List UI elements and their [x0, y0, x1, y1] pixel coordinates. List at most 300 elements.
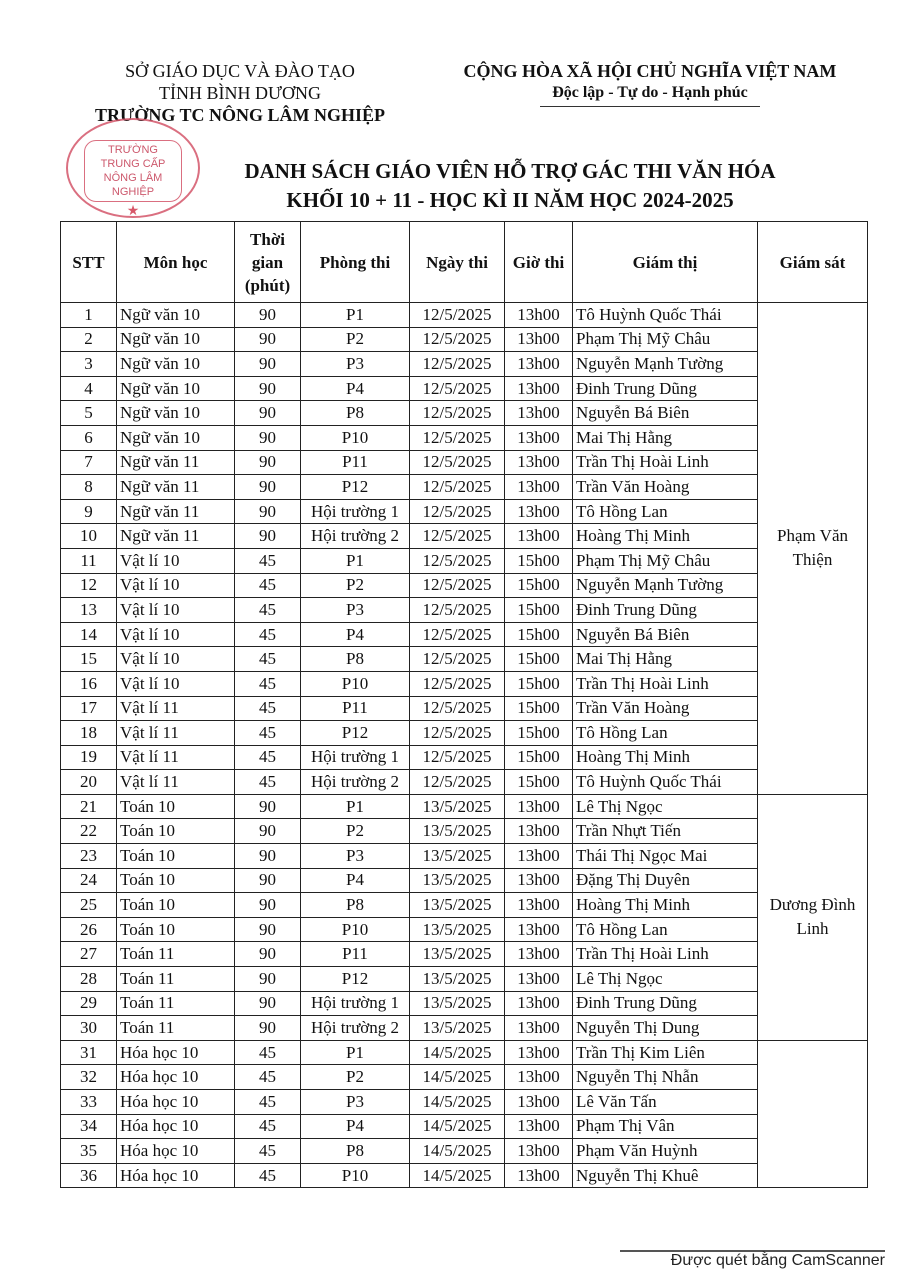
cell-room: P10	[301, 425, 410, 450]
cell-date: 13/5/2025	[410, 868, 505, 893]
table-row	[61, 425, 868, 450]
cell-time: 13h00	[505, 991, 573, 1016]
cell-subject: Ngữ văn 11	[117, 499, 235, 524]
table-row	[61, 450, 868, 475]
cell-proctor: Đinh Trung Dũng	[573, 991, 758, 1016]
cell-subject: Hóa học 10	[117, 1114, 235, 1139]
cell-duration: 90	[235, 524, 301, 549]
cell-stt: 7	[61, 450, 117, 475]
cell-subject: Ngữ văn 11	[117, 475, 235, 500]
table-row	[61, 1163, 868, 1188]
cell-room: Hội trường 2	[301, 1016, 410, 1041]
cell-duration: 90	[235, 475, 301, 500]
cell-stt: 1	[61, 303, 117, 328]
table-row	[61, 794, 868, 819]
cell-stt: 21	[61, 794, 117, 819]
cell-proctor: Đặng Thị Duyên	[573, 868, 758, 893]
cell-room: P4	[301, 376, 410, 401]
cell-proctor: Hoàng Thị Minh	[573, 524, 758, 549]
cell-time: 15h00	[505, 770, 573, 795]
cell-stt: 30	[61, 1016, 117, 1041]
scanner-watermark: Được quét bằng CamScanner	[670, 1252, 885, 1269]
cell-room: P12	[301, 475, 410, 500]
cell-stt: 11	[61, 548, 117, 573]
cell-subject: Ngữ văn 10	[117, 327, 235, 352]
table-row	[61, 499, 868, 524]
cell-subject: Ngữ văn 10	[117, 352, 235, 377]
cell-stt: 23	[61, 844, 117, 869]
cell-time: 13h00	[505, 794, 573, 819]
cell-subject: Vật lí 11	[117, 721, 235, 746]
cell-stt: 31	[61, 1040, 117, 1065]
cell-duration: 45	[235, 696, 301, 721]
cell-duration: 45	[235, 622, 301, 647]
cell-duration: 45	[235, 721, 301, 746]
cell-room: P8	[301, 893, 410, 918]
cell-date: 13/5/2025	[410, 967, 505, 992]
cell-date: 12/5/2025	[410, 327, 505, 352]
cell-date: 12/5/2025	[410, 671, 505, 696]
cell-stt: 18	[61, 721, 117, 746]
cell-date: 13/5/2025	[410, 819, 505, 844]
seal-line-2: TRUNG CẤP	[100, 158, 166, 170]
cell-time: 15h00	[505, 671, 573, 696]
table-row	[61, 671, 868, 696]
cell-room: Hội trường 2	[301, 770, 410, 795]
province-name: TỈNH BÌNH DƯƠNG	[159, 83, 321, 103]
table-row	[61, 991, 868, 1016]
cell-proctor: Nguyễn Mạnh Tường	[573, 573, 758, 598]
cell-date: 14/5/2025	[410, 1114, 505, 1139]
cell-duration: 45	[235, 573, 301, 598]
cell-proctor: Trần Nhựt Tiến	[573, 819, 758, 844]
cell-date: 12/5/2025	[410, 524, 505, 549]
cell-duration: 90	[235, 917, 301, 942]
cell-room: P1	[301, 1040, 410, 1065]
cell-proctor: Phạm Thị Vân	[573, 1114, 758, 1139]
cell-date: 14/5/2025	[410, 1065, 505, 1090]
cell-subject: Vật lí 10	[117, 573, 235, 598]
cell-time: 15h00	[505, 696, 573, 721]
cell-room: P2	[301, 819, 410, 844]
cell-stt: 12	[61, 573, 117, 598]
cell-time: 13h00	[505, 425, 573, 450]
national-header	[430, 60, 870, 107]
cell-subject: Ngữ văn 10	[117, 425, 235, 450]
cell-time: 13h00	[505, 1065, 573, 1090]
cell-proctor: Tô Huỳnh Quốc Thái	[573, 303, 758, 328]
cell-proctor: Tô Hồng Lan	[573, 499, 758, 524]
table-row	[61, 696, 868, 721]
cell-room: P2	[301, 327, 410, 352]
cell-stt: 10	[61, 524, 117, 549]
cell-stt: 34	[61, 1114, 117, 1139]
cell-duration: 45	[235, 647, 301, 672]
cell-room: P1	[301, 794, 410, 819]
cell-proctor: Thái Thị Ngọc Mai	[573, 844, 758, 869]
cell-duration: 90	[235, 942, 301, 967]
table-row	[61, 352, 868, 377]
cell-subject: Vật lí 10	[117, 548, 235, 573]
cell-date: 12/5/2025	[410, 499, 505, 524]
national-motto: Độc lập - Tự do - Hạnh phúc	[552, 84, 748, 101]
cell-room: P12	[301, 721, 410, 746]
header-room: Phòng thi	[301, 222, 410, 303]
cell-time: 13h00	[505, 1040, 573, 1065]
table-row	[61, 942, 868, 967]
cell-duration: 45	[235, 598, 301, 623]
country-name: CỘNG HÒA XÃ HỘI CHỦ NGHĨA VIỆT NAM	[463, 61, 837, 81]
cell-time: 13h00	[505, 1090, 573, 1115]
cell-proctor: Nguyễn Bá Biên	[573, 401, 758, 426]
table-row	[61, 967, 868, 992]
table-row	[61, 548, 868, 573]
cell-room: P1	[301, 548, 410, 573]
cell-time: 13h00	[505, 303, 573, 328]
cell-time: 13h00	[505, 401, 573, 426]
cell-room: P8	[301, 647, 410, 672]
school-name: TRƯỜNG TC NÔNG LÂM NGHIỆP	[94, 105, 385, 125]
table-row	[61, 1090, 868, 1115]
table-row	[61, 745, 868, 770]
cell-date: 13/5/2025	[410, 893, 505, 918]
cell-duration: 90	[235, 450, 301, 475]
cell-stt: 17	[61, 696, 117, 721]
cell-date: 12/5/2025	[410, 450, 505, 475]
cell-time: 13h00	[505, 942, 573, 967]
cell-duration: 90	[235, 991, 301, 1016]
cell-date: 14/5/2025	[410, 1040, 505, 1065]
cell-stt: 15	[61, 647, 117, 672]
cell-date: 13/5/2025	[410, 991, 505, 1016]
cell-time: 15h00	[505, 573, 573, 598]
header-duration: Thời gian (phút)	[235, 222, 301, 303]
cell-date: 13/5/2025	[410, 1016, 505, 1041]
cell-subject: Ngữ văn 10	[117, 303, 235, 328]
cell-proctor: Lê Thị Ngọc	[573, 794, 758, 819]
department-name: SỞ GIÁO DỤC VÀ ĐÀO TẠO	[125, 61, 355, 81]
cell-proctor: Trần Thị Hoài Linh	[573, 671, 758, 696]
cell-time: 13h00	[505, 819, 573, 844]
cell-proctor: Nguyễn Bá Biên	[573, 622, 758, 647]
cell-date: 13/5/2025	[410, 942, 505, 967]
cell-subject: Ngữ văn 10	[117, 376, 235, 401]
cell-subject: Hóa học 10	[117, 1090, 235, 1115]
cell-stt: 29	[61, 991, 117, 1016]
cell-subject: Hóa học 10	[117, 1040, 235, 1065]
cell-subject: Toán 10	[117, 893, 235, 918]
cell-subject: Ngữ văn 11	[117, 524, 235, 549]
cell-room: P10	[301, 671, 410, 696]
cell-duration: 45	[235, 1114, 301, 1139]
cell-room: P1	[301, 303, 410, 328]
table-row	[61, 917, 868, 942]
cell-duration: 90	[235, 425, 301, 450]
cell-time: 13h00	[505, 868, 573, 893]
cell-proctor: Hoàng Thị Minh	[573, 893, 758, 918]
cell-proctor: Phạm Văn Huỳnh	[573, 1139, 758, 1164]
cell-date: 12/5/2025	[410, 352, 505, 377]
cell-room: P12	[301, 967, 410, 992]
seal-line-3: NÔNG LÂM NGHIỆP	[103, 172, 163, 198]
cell-proctor: Nguyễn Thị Dung	[573, 1016, 758, 1041]
cell-time: 13h00	[505, 450, 573, 475]
table-row	[61, 622, 868, 647]
cell-date: 12/5/2025	[410, 696, 505, 721]
cell-subject: Toán 11	[117, 1016, 235, 1041]
cell-subject: Ngữ văn 11	[117, 450, 235, 475]
title-line-1: DANH SÁCH GIÁO VIÊN HỖ TRỢ GÁC THI VĂN HÓA	[244, 159, 776, 183]
cell-proctor: Nguyễn Thị Nhẫn	[573, 1065, 758, 1090]
cell-duration: 90	[235, 967, 301, 992]
document-title	[160, 157, 860, 215]
cell-date: 12/5/2025	[410, 548, 505, 573]
table-row	[61, 303, 868, 328]
header-subject: Môn học	[117, 222, 235, 303]
table-row	[61, 1040, 868, 1065]
cell-proctor: Mai Thị Hằng	[573, 647, 758, 672]
cell-subject: Toán 10	[117, 917, 235, 942]
cell-date: 13/5/2025	[410, 844, 505, 869]
cell-subject: Toán 11	[117, 967, 235, 992]
cell-room: P4	[301, 868, 410, 893]
cell-proctor: Nguyễn Mạnh Tường	[573, 352, 758, 377]
cell-time: 13h00	[505, 844, 573, 869]
cell-subject: Vật lí 11	[117, 745, 235, 770]
cell-duration: 45	[235, 548, 301, 573]
cell-room: P8	[301, 1139, 410, 1164]
cell-duration: 45	[235, 1139, 301, 1164]
cell-stt: 2	[61, 327, 117, 352]
cell-stt: 9	[61, 499, 117, 524]
cell-room: P11	[301, 450, 410, 475]
cell-stt: 32	[61, 1065, 117, 1090]
cell-room: Hội trường 1	[301, 745, 410, 770]
table-row	[61, 770, 868, 795]
cell-time: 15h00	[505, 721, 573, 746]
cell-stt: 36	[61, 1163, 117, 1188]
cell-stt: 4	[61, 376, 117, 401]
header-stt: STT	[61, 222, 117, 303]
cell-time: 13h00	[505, 893, 573, 918]
cell-duration: 45	[235, 1090, 301, 1115]
cell-proctor: Trần Thị Hoài Linh	[573, 942, 758, 967]
cell-proctor: Trần Thị Hoài Linh	[573, 450, 758, 475]
cell-time: 13h00	[505, 917, 573, 942]
cell-stt: 25	[61, 893, 117, 918]
table-row	[61, 844, 868, 869]
cell-stt: 16	[61, 671, 117, 696]
cell-date: 12/5/2025	[410, 475, 505, 500]
cell-stt: 33	[61, 1090, 117, 1115]
cell-stt: 6	[61, 425, 117, 450]
cell-stt: 22	[61, 819, 117, 844]
cell-duration: 90	[235, 352, 301, 377]
cell-stt: 24	[61, 868, 117, 893]
seal-star-icon: ★	[126, 202, 140, 218]
cell-stt: 27	[61, 942, 117, 967]
cell-date: 12/5/2025	[410, 647, 505, 672]
cell-date: 12/5/2025	[410, 770, 505, 795]
cell-room: Hội trường 1	[301, 991, 410, 1016]
proctor-table	[60, 221, 868, 1188]
cell-stt: 5	[61, 401, 117, 426]
table-row	[61, 524, 868, 549]
cell-duration: 90	[235, 794, 301, 819]
cell-duration: 90	[235, 499, 301, 524]
cell-stt: 3	[61, 352, 117, 377]
table-header-row	[61, 222, 868, 303]
cell-subject: Vật lí 11	[117, 696, 235, 721]
cell-proctor: Mai Thị Hằng	[573, 425, 758, 450]
cell-subject: Toán 11	[117, 991, 235, 1016]
cell-subject: Vật lí 10	[117, 671, 235, 696]
cell-subject: Vật lí 10	[117, 598, 235, 623]
cell-date: 12/5/2025	[410, 745, 505, 770]
cell-room: P4	[301, 622, 410, 647]
motto-underline	[540, 106, 760, 107]
cell-subject: Toán 10	[117, 844, 235, 869]
cell-proctor: Đinh Trung Dũng	[573, 598, 758, 623]
cell-time: 13h00	[505, 967, 573, 992]
cell-room: Hội trường 2	[301, 524, 410, 549]
cell-duration: 45	[235, 745, 301, 770]
cell-date: 14/5/2025	[410, 1163, 505, 1188]
cell-date: 12/5/2025	[410, 721, 505, 746]
cell-room: P4	[301, 1114, 410, 1139]
cell-date: 12/5/2025	[410, 573, 505, 598]
cell-time: 13h00	[505, 376, 573, 401]
cell-subject: Vật lí 10	[117, 647, 235, 672]
cell-duration: 90	[235, 868, 301, 893]
cell-proctor: Lê Thị Ngọc	[573, 967, 758, 992]
table-row	[61, 721, 868, 746]
cell-duration: 45	[235, 1065, 301, 1090]
cell-duration: 90	[235, 376, 301, 401]
cell-date: 12/5/2025	[410, 598, 505, 623]
header-supervisor: Giám sát	[758, 222, 868, 303]
cell-stt: 13	[61, 598, 117, 623]
cell-time: 15h00	[505, 647, 573, 672]
cell-date: 12/5/2025	[410, 376, 505, 401]
cell-subject: Toán 10	[117, 868, 235, 893]
cell-proctor: Trần Văn Hoàng	[573, 696, 758, 721]
cell-proctor: Trần Thị Kim Liên	[573, 1040, 758, 1065]
title-line-2: KHỐI 10 + 11 - HỌC KÌ II NĂM HỌC 2024-2025	[286, 188, 734, 212]
cell-room: P10	[301, 917, 410, 942]
table-row	[61, 1016, 868, 1041]
cell-stt: 28	[61, 967, 117, 992]
cell-subject: Toán 10	[117, 819, 235, 844]
cell-subject: Vật lí 10	[117, 622, 235, 647]
cell-time: 15h00	[505, 598, 573, 623]
cell-duration: 45	[235, 1040, 301, 1065]
cell-time: 13h00	[505, 499, 573, 524]
table-row	[61, 1139, 868, 1164]
cell-supervisor	[758, 1040, 868, 1188]
cell-time: 13h00	[505, 475, 573, 500]
cell-subject: Toán 10	[117, 794, 235, 819]
cell-duration: 90	[235, 327, 301, 352]
cell-proctor: Trần Văn Hoàng	[573, 475, 758, 500]
cell-subject: Toán 11	[117, 942, 235, 967]
table-row	[61, 327, 868, 352]
cell-time: 13h00	[505, 524, 573, 549]
cell-room: P11	[301, 942, 410, 967]
table-row	[61, 475, 868, 500]
cell-duration: 90	[235, 844, 301, 869]
cell-proctor: Tô Huỳnh Quốc Thái	[573, 770, 758, 795]
cell-date: 14/5/2025	[410, 1139, 505, 1164]
cell-room: P11	[301, 696, 410, 721]
cell-stt: 14	[61, 622, 117, 647]
cell-time: 13h00	[505, 1114, 573, 1139]
table-row	[61, 819, 868, 844]
cell-duration: 90	[235, 819, 301, 844]
cell-date: 12/5/2025	[410, 622, 505, 647]
cell-date: 14/5/2025	[410, 1090, 505, 1115]
cell-proctor: Lê Văn Tấn	[573, 1090, 758, 1115]
cell-proctor: Tô Hồng Lan	[573, 917, 758, 942]
issuing-authority	[60, 60, 420, 126]
cell-duration: 45	[235, 671, 301, 696]
cell-subject: Hóa học 10	[117, 1163, 235, 1188]
cell-stt: 8	[61, 475, 117, 500]
table-row	[61, 401, 868, 426]
cell-subject: Hóa học 10	[117, 1139, 235, 1164]
cell-date: 13/5/2025	[410, 794, 505, 819]
cell-duration: 90	[235, 893, 301, 918]
cell-stt: 26	[61, 917, 117, 942]
cell-subject: Vật lí 11	[117, 770, 235, 795]
cell-proctor: Phạm Thị Mỹ Châu	[573, 548, 758, 573]
cell-time: 13h00	[505, 1163, 573, 1188]
cell-supervisor: Dương Đình Linh	[758, 794, 868, 1040]
cell-proctor: Hoàng Thị Minh	[573, 745, 758, 770]
cell-date: 12/5/2025	[410, 425, 505, 450]
cell-time: 13h00	[505, 1016, 573, 1041]
cell-room: P2	[301, 1065, 410, 1090]
cell-room: P3	[301, 598, 410, 623]
cell-duration: 45	[235, 770, 301, 795]
seal-line-1: TRƯỜNG	[108, 144, 158, 156]
cell-time: 15h00	[505, 548, 573, 573]
cell-stt: 35	[61, 1139, 117, 1164]
table-row	[61, 598, 868, 623]
cell-duration: 45	[235, 1163, 301, 1188]
cell-subject: Ngữ văn 10	[117, 401, 235, 426]
cell-duration: 90	[235, 401, 301, 426]
cell-duration: 90	[235, 303, 301, 328]
cell-room: P3	[301, 1090, 410, 1115]
cell-proctor: Nguyễn Thị Khuê	[573, 1163, 758, 1188]
cell-room: P3	[301, 352, 410, 377]
header-date: Ngày thi	[410, 222, 505, 303]
cell-proctor: Phạm Thị Mỹ Châu	[573, 327, 758, 352]
cell-room: P2	[301, 573, 410, 598]
cell-date: 12/5/2025	[410, 303, 505, 328]
cell-room: P3	[301, 844, 410, 869]
cell-time: 15h00	[505, 745, 573, 770]
header-time: Giờ thi	[505, 222, 573, 303]
cell-stt: 20	[61, 770, 117, 795]
cell-proctor: Tô Hồng Lan	[573, 721, 758, 746]
table-row	[61, 893, 868, 918]
table-row	[61, 573, 868, 598]
cell-proctor: Đinh Trung Dũng	[573, 376, 758, 401]
cell-room: Hội trường 1	[301, 499, 410, 524]
cell-stt: 19	[61, 745, 117, 770]
